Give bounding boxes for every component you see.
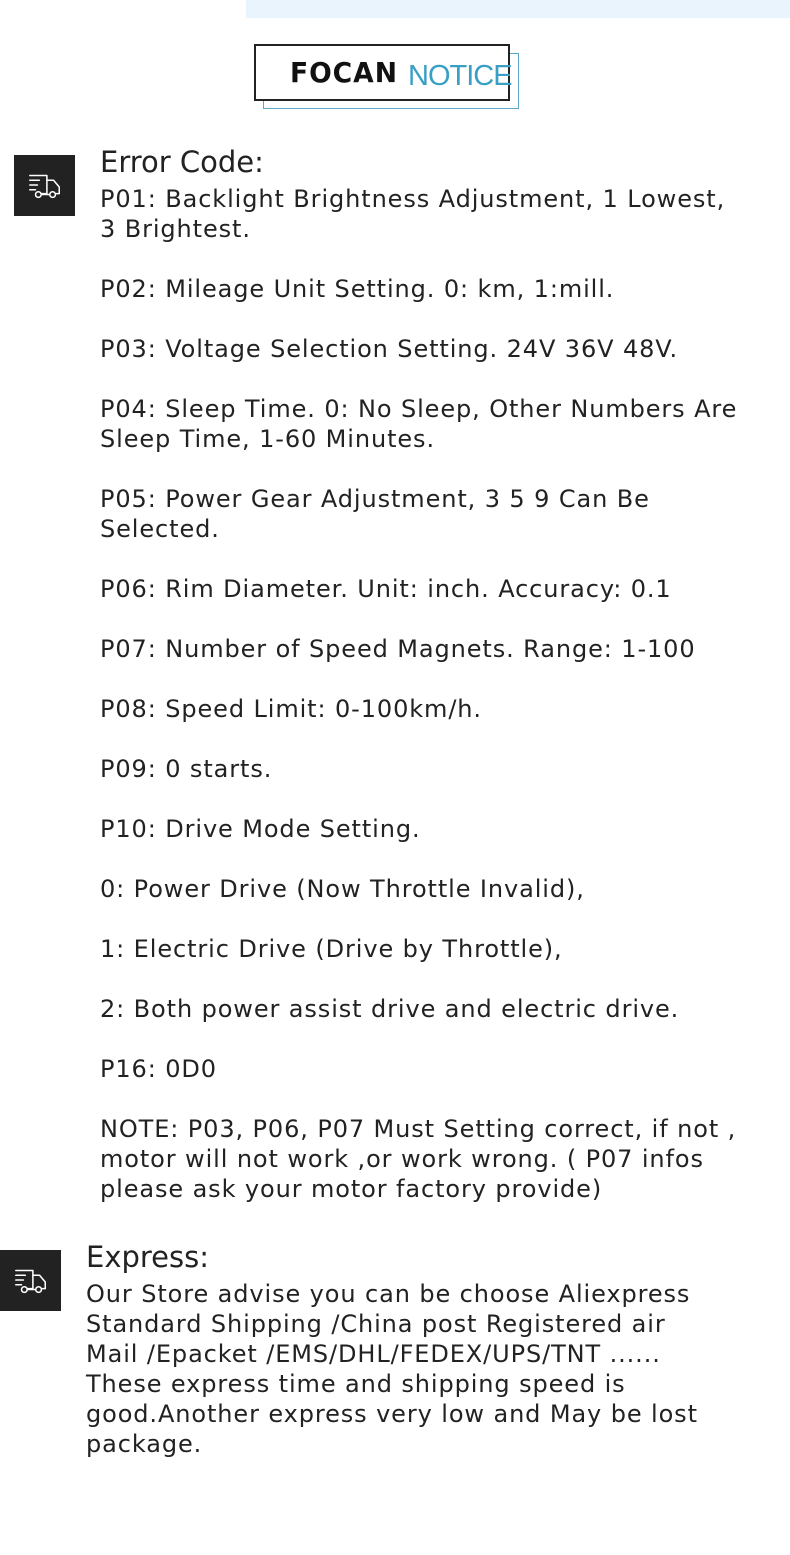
error-code-item: P05: Power Gear Adjustment, 3 5 9 Can Be Selected.	[100, 485, 650, 543]
logo-brand-text: FOCAN	[290, 56, 398, 89]
error-code-item: 1: Electric Drive (Drive by Throttle),	[100, 935, 563, 963]
error-code-item: 0: Power Drive (Now Throttle Invalid),	[100, 875, 585, 903]
error-code-item: P02: Mileage Unit Setting. 0: km, 1:mill.	[100, 275, 615, 303]
express-paragraph: Our Store advise you can be choose Aliexpress Standard Shipping /China post Registered air Mail /Epacket /EMS/DHL/FEDEX/UPS/TNT ......	[86, 1280, 691, 1368]
error-code-list	[100, 184, 740, 1204]
express-title: Express:	[86, 1240, 210, 1274]
error-code-item: P10: Drive Mode Setting.	[100, 815, 421, 843]
focan-notice-logo	[254, 44, 522, 112]
delivery-truck-icon	[0, 1250, 61, 1311]
logo-notice-text: NOTICE	[408, 60, 512, 92]
delivery-truck-icon	[14, 155, 75, 216]
error-code-item: P09: 0 starts.	[100, 755, 273, 783]
logo-frame	[254, 44, 510, 101]
error-code-item: 2: Both power assist drive and electric drive.	[100, 995, 680, 1023]
error-code-item: P03: Voltage Selection Setting. 24V 36V 48V.	[100, 335, 679, 363]
express-paragraph: These express time and shipping speed is good.Another express very low and May be lost package.	[86, 1370, 698, 1458]
top-decorative-band	[246, 0, 790, 18]
error-code-item: P06: Rim Diameter. Unit: inch. Accuracy: 0.1	[100, 575, 672, 603]
express-text	[86, 1279, 726, 1459]
error-code-item: P16: 0D0	[100, 1055, 217, 1083]
error-code-item: P07: Number of Speed Magnets. Range: 1-100	[100, 635, 696, 663]
error-code-item: P04: Sleep Time. 0: No Sleep, Other Numbers Are Sleep Time, 1-60 Minutes.	[100, 395, 738, 453]
error-code-item: P01: Backlight Brightness Adjustment, 1 Lowest, 3 Brightest.	[100, 185, 726, 243]
error-code-note: NOTE: P03, P06, P07 Must Setting correct, if not , motor will not work ,or work wrong. ( P07 infos please ask your motor factory provide)	[100, 1115, 737, 1203]
error-code-title: Error Code:	[100, 145, 264, 179]
error-code-item: P08: Speed Limit: 0-100km/h.	[100, 695, 482, 723]
